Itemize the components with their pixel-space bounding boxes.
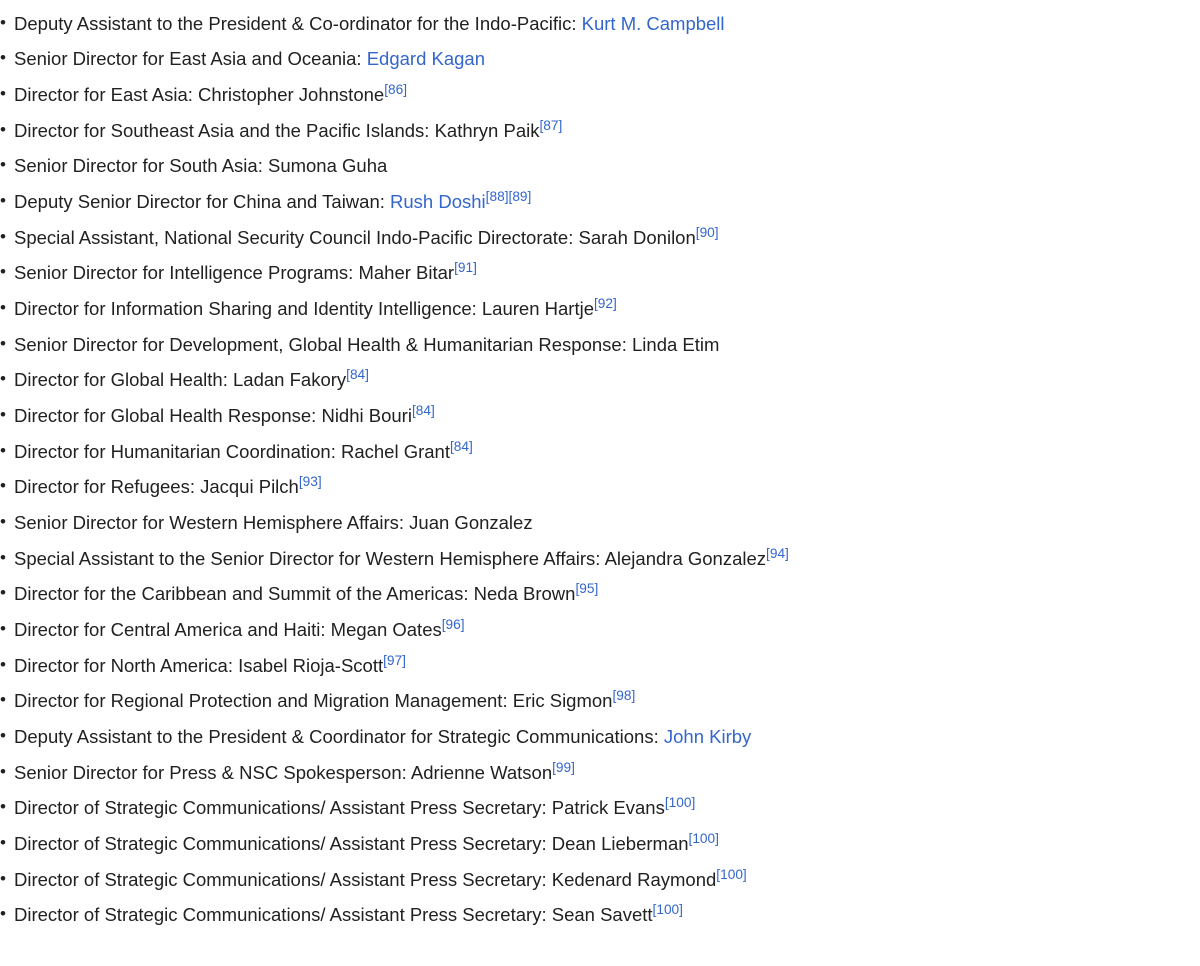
citation-ref [689, 831, 719, 846]
citation-link[interactable]: [84] [346, 367, 369, 383]
person-name: Megan Oates [330, 618, 442, 640]
list-item-line [14, 149, 1200, 185]
list-item [0, 862, 1200, 898]
person-name: Nidhi Bouri [321, 404, 412, 426]
list-item-line [14, 434, 1200, 470]
person-name: Rachel Grant [340, 440, 450, 462]
citation-ref [384, 82, 407, 97]
role-title: Director for Humanitarian Coordination: [14, 440, 341, 462]
role-title: Director for Central America and Haiti: [14, 618, 331, 640]
role-title: Director of Strategic Communications/ Assistant Press Secretary: [14, 904, 552, 926]
citation-ref [575, 581, 598, 596]
citation-link[interactable]: [88] [485, 188, 509, 204]
citation-ref [346, 367, 369, 382]
citation-link[interactable]: [84] [449, 438, 473, 454]
person-name: Neda Brown [473, 583, 576, 605]
list-item [0, 898, 1200, 934]
citation-ref [539, 117, 562, 132]
list-item-line [14, 719, 1200, 755]
person-name: Sumona Guha [267, 155, 388, 177]
person-name[interactable]: Rush Doshi [390, 190, 486, 212]
citation-ref [716, 866, 746, 881]
role-title: Director for Global Health Response: [14, 404, 322, 426]
role-title: Director for North America: [14, 654, 239, 676]
citation-ref [412, 403, 435, 418]
citation-link[interactable]: [87] [539, 117, 563, 133]
role-title: Director for Southeast Asia and the Pacific Islands: [14, 119, 435, 141]
role-title: Senior Director for Intelligence Programs: [14, 262, 359, 284]
role-title: Deputy Assistant to the President & Co-ordinator for the Indo-Pacific: [14, 12, 582, 34]
citation-ref [594, 296, 617, 311]
citation-link[interactable]: [90] [695, 224, 719, 240]
citation-ref [299, 474, 322, 489]
person-name: Dean Lieberman [551, 832, 689, 854]
list-item-line [14, 470, 1200, 506]
citation-ref [442, 617, 465, 632]
list-item [0, 398, 1200, 434]
list-item-line [14, 77, 1200, 113]
citation-link[interactable]: [97] [383, 652, 406, 668]
citation-link[interactable]: [100] [664, 795, 696, 811]
person-name: Juan Gonzalez [409, 511, 533, 533]
role-title: Director of Strategic Communications/ Assistant Press Secretary: [14, 868, 552, 890]
citation-link[interactable]: [93] [298, 474, 322, 490]
list-item-line [14, 42, 1200, 78]
person-name: Christopher Johnstone [198, 83, 385, 105]
citation-link[interactable]: [96] [441, 616, 465, 632]
list-item-line [14, 755, 1200, 791]
citation-ref [509, 189, 532, 204]
list-item-line [14, 184, 1200, 220]
list-item [0, 684, 1200, 720]
list-item [0, 434, 1200, 470]
list-item-line [14, 577, 1200, 613]
citation-link[interactable]: [91] [454, 260, 477, 276]
citation-link[interactable]: [84] [411, 402, 435, 418]
list-item [0, 826, 1200, 862]
citation-link[interactable]: [100] [688, 830, 719, 846]
role-title: Senior Director for Western Hemisphere Affairs: [14, 511, 410, 533]
list-item-line [14, 791, 1200, 827]
role-title: Director for Information Sharing and Identity Intelligence: [14, 297, 482, 319]
person-name[interactable]: John Kirby [663, 725, 752, 747]
citation-ref [766, 545, 789, 560]
list-item [0, 577, 1200, 613]
role-title: Special Assistant to the Senior Director for Western Hemisphere Affairs: [14, 547, 605, 569]
person-name: Adrienne Watson [410, 761, 553, 783]
list-item-line [14, 684, 1200, 720]
role-title: Director for Regional Protection and Migration Management: [14, 690, 513, 712]
person-name[interactable]: Kurt M. Campbell [581, 12, 725, 34]
list-item-line [14, 648, 1200, 684]
list-item [0, 791, 1200, 827]
person-name: Ladan Fakory [233, 369, 347, 391]
role-title: Director of Strategic Communications/ Assistant Press Secretary: [14, 797, 552, 819]
person-name: Sarah Donilon [578, 226, 696, 248]
citation-ref [612, 688, 635, 703]
list-item-line [14, 256, 1200, 292]
citation-link[interactable]: [99] [552, 759, 575, 775]
list-item-line [14, 826, 1200, 862]
list-item-line [14, 327, 1200, 363]
list-item [0, 505, 1200, 541]
list-item [0, 6, 1200, 42]
list-item [0, 541, 1200, 577]
person-name: Kathryn Paik [434, 119, 540, 141]
role-title: Director for the Caribbean and Summit of the Americas: [14, 583, 474, 605]
citation-link[interactable]: [100] [652, 902, 683, 918]
person-name: Eric Sigmon [512, 690, 613, 712]
person-name[interactable]: Edgard Kagan [366, 48, 485, 70]
list-item [0, 755, 1200, 791]
person-name: Patrick Evans [551, 797, 665, 819]
list-item-line [14, 862, 1200, 898]
list-item [0, 719, 1200, 755]
list-item [0, 256, 1200, 292]
person-name: Lauren Hartje [481, 297, 594, 319]
citation-link[interactable]: [89] [508, 188, 532, 204]
person-name: Sean Savett [551, 904, 653, 926]
person-name: Isabel Rioja-Scott [238, 654, 384, 676]
list-item [0, 220, 1200, 256]
list-item [0, 184, 1200, 220]
citation-link[interactable]: [94] [766, 545, 789, 561]
person-name: Alejandra Gonzalez [604, 547, 767, 569]
citation-link[interactable]: [86] [384, 81, 408, 97]
role-title: Senior Director for South Asia: [14, 155, 268, 177]
role-title: Deputy Senior Director for China and Taiwan: [14, 190, 391, 212]
list-item-line [14, 541, 1200, 577]
list-item [0, 77, 1200, 113]
citation-link[interactable]: [98] [612, 688, 636, 704]
person-name: Jacqui Pilch [200, 476, 299, 498]
citation-ref [454, 260, 477, 275]
list-item-line [14, 6, 1200, 42]
org-structure-list [0, 6, 1200, 933]
citation-link[interactable]: [95] [575, 581, 599, 597]
citation-ref [552, 759, 575, 774]
role-title: Director of Strategic Communications/ Assistant Press Secretary: [14, 832, 552, 854]
list-item [0, 470, 1200, 506]
list-item [0, 291, 1200, 327]
list-item [0, 327, 1200, 363]
citation-ref [665, 795, 695, 810]
role-title: Senior Director for East Asia and Oceania: [14, 48, 367, 70]
list-item-line [14, 363, 1200, 399]
citation-ref [383, 652, 406, 667]
person-name: Maher Bitar [358, 262, 455, 284]
list-item-line [14, 291, 1200, 327]
list-item [0, 363, 1200, 399]
list-item-line [14, 398, 1200, 434]
role-title: Director for Global Health: [14, 369, 234, 391]
citation-link[interactable]: [92] [593, 295, 617, 311]
role-title: Deputy Assistant to the President & Coordinator for Strategic Communications: [14, 725, 664, 747]
citation-ref [486, 189, 509, 204]
citation-ref [653, 902, 683, 917]
role-title: Special Assistant, National Security Council Indo-Pacific Directorate: [14, 226, 579, 248]
list-item-line [14, 220, 1200, 256]
role-title: Director for East Asia: [14, 83, 199, 105]
list-item-line [14, 505, 1200, 541]
role-title: Senior Director for Development, Global Health & Humanitarian Response: [14, 333, 632, 355]
citation-ref [450, 438, 473, 453]
list-item-line [14, 113, 1200, 149]
list-item [0, 648, 1200, 684]
list-item [0, 42, 1200, 78]
citation-link[interactable]: [100] [716, 866, 747, 882]
list-item-line [14, 612, 1200, 648]
citation-ref [696, 224, 719, 239]
list-item [0, 149, 1200, 185]
role-title: Director for Refugees: [14, 476, 201, 498]
list-item [0, 113, 1200, 149]
list-item [0, 612, 1200, 648]
person-name: Linda Etim [632, 333, 720, 355]
role-title: Senior Director for Press & NSC Spokesperson: [14, 761, 411, 783]
person-name: Kedenard Raymond [551, 868, 717, 890]
list-item-line [14, 898, 1200, 934]
